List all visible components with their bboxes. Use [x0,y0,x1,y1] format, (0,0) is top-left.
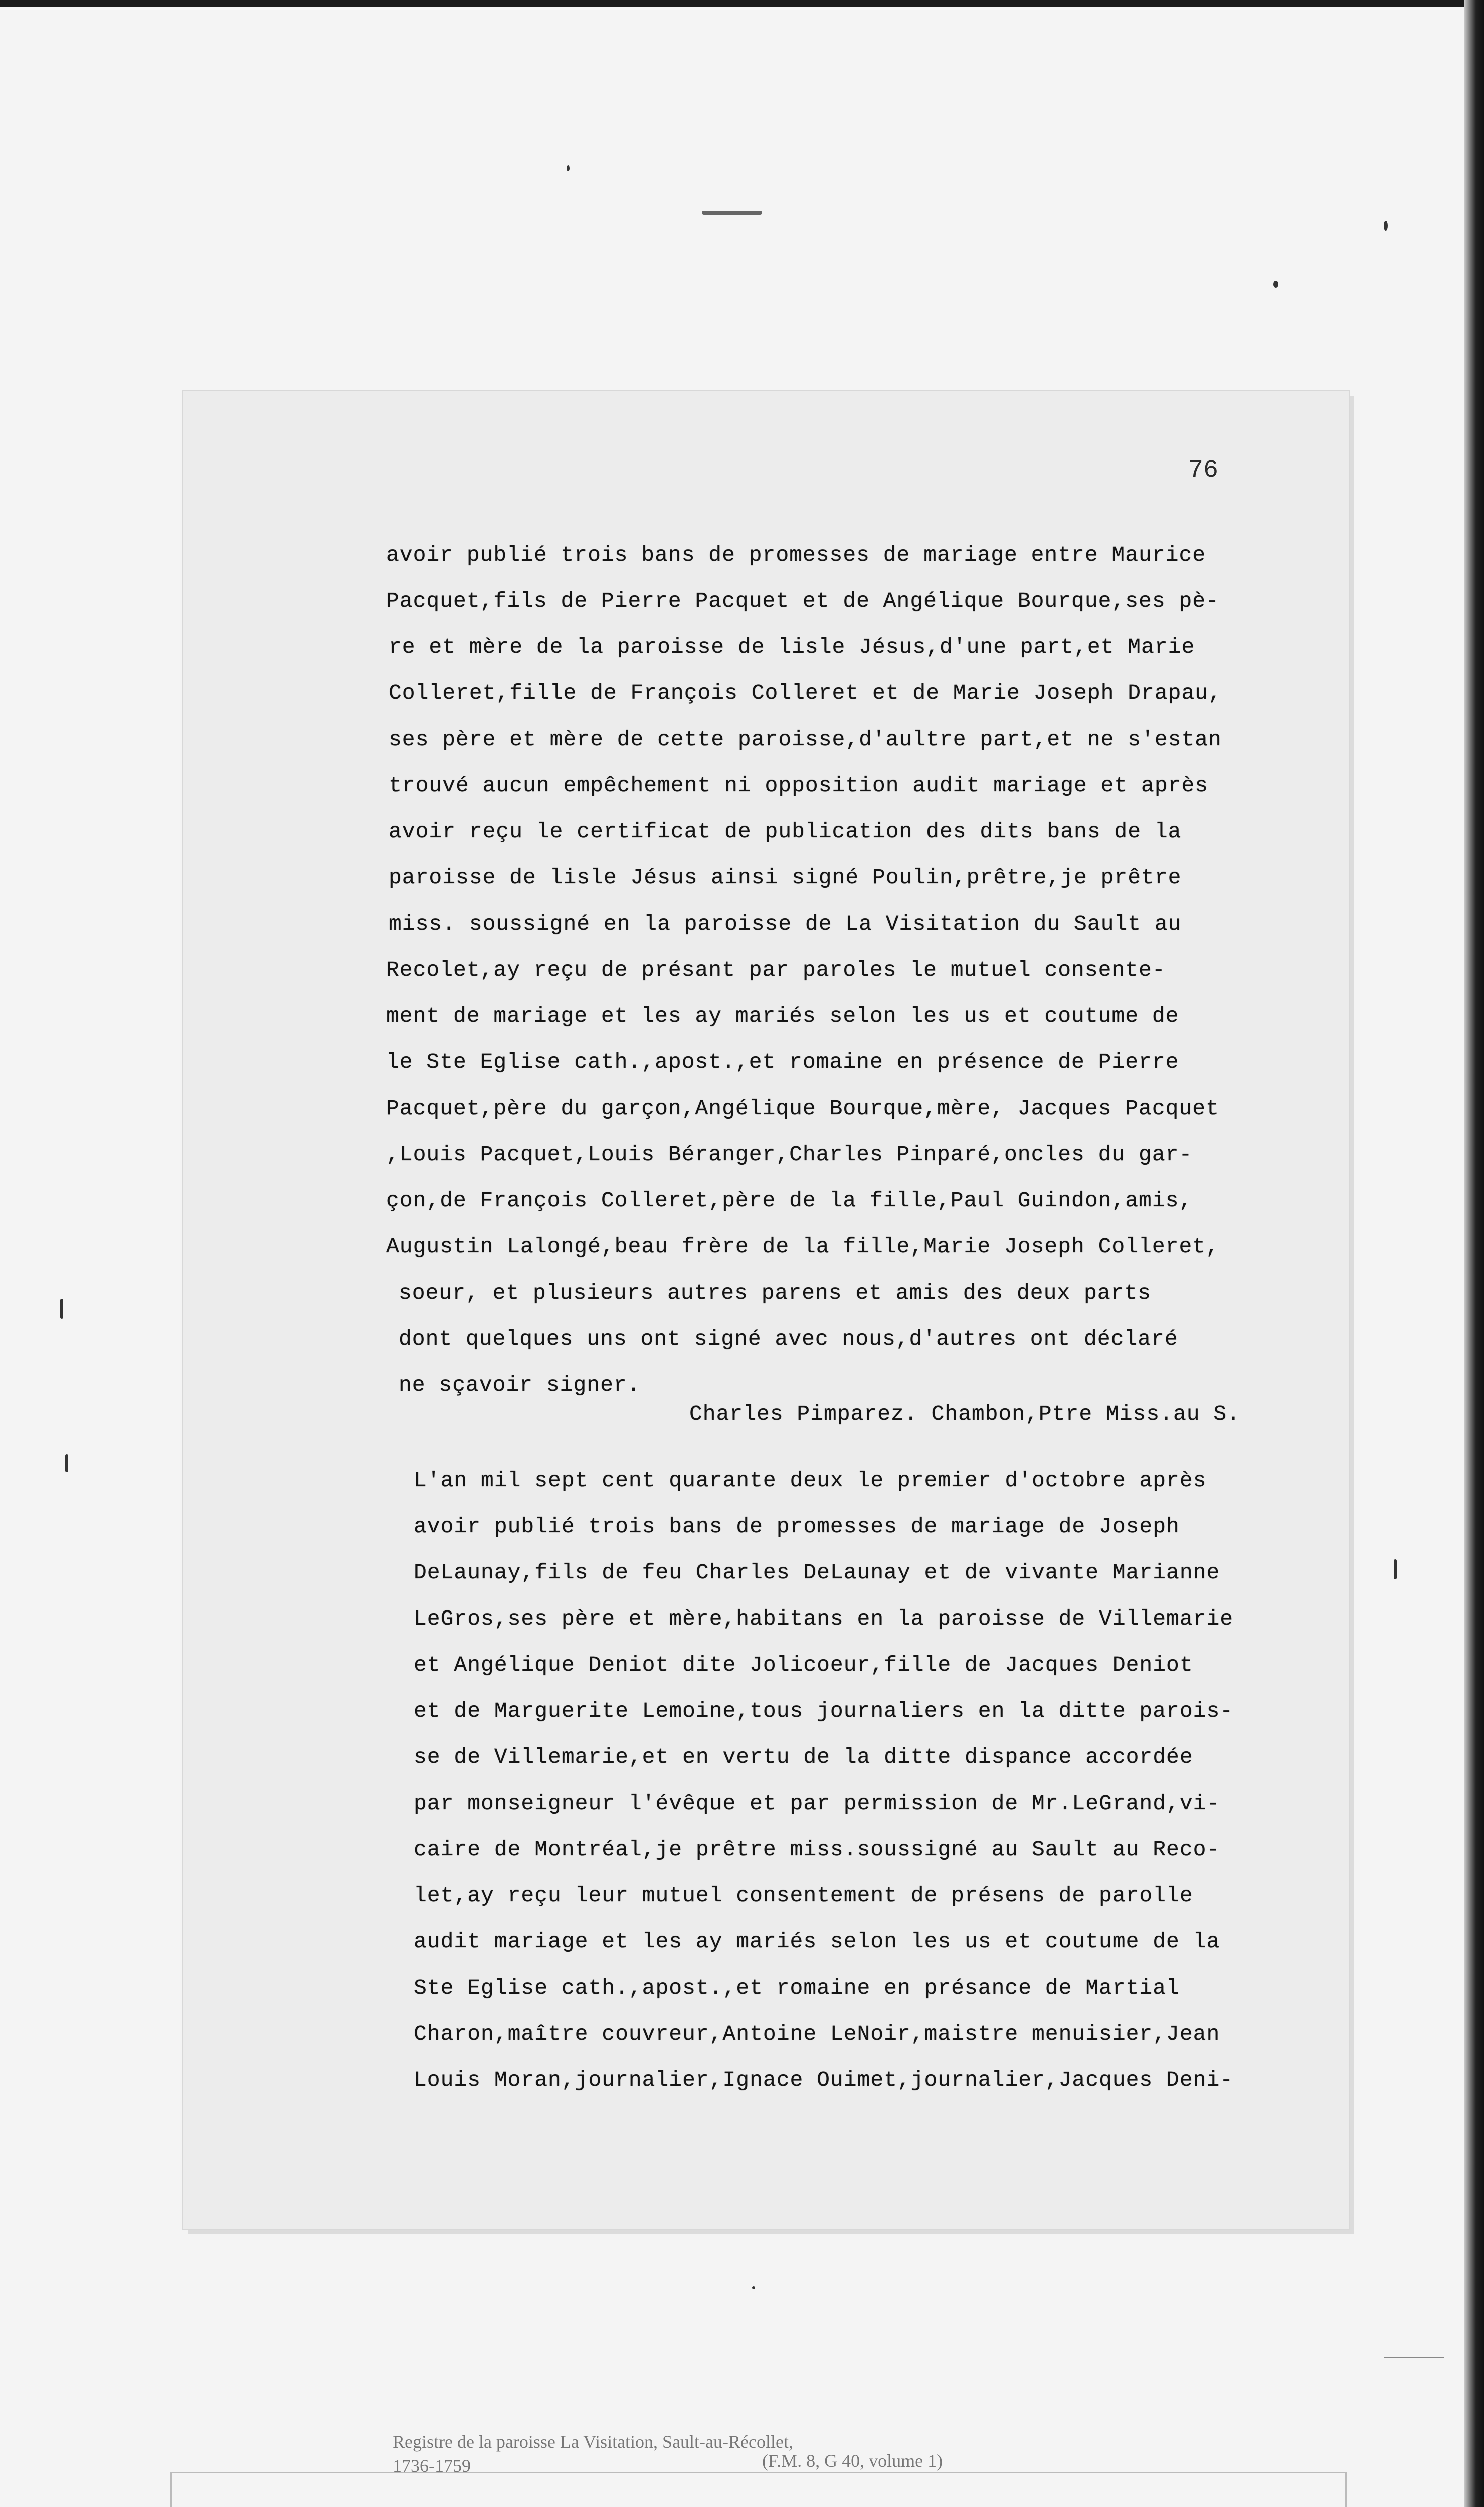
typed-line: dont quelques uns ont signé avec nous,d'autres ont déclaré [399,1327,1178,1351]
typed-line: Ste Eglise cath.,apost.,et romaine en présance de Martial [414,1976,1180,2000]
typed-line: Colleret,fille de François Colleret et de Marie Joseph Drapau, [389,681,1222,705]
dust-speck [1394,1559,1397,1579]
typed-line: le Ste Eglise cath.,apost.,et romaine en présence de Pierre [386,1050,1179,1075]
typed-line: DeLaunay,fils de feu Charles DeLaunay et de vivante Marianne [414,1560,1220,1585]
typed-line: Pacquet,fils de Pierre Pacquet et de Angélique Bourque,ses pè- [386,589,1219,613]
typed-line: Recolet,ay reçu de présant par paroles le mutuel consente- [386,958,1166,982]
typed-line: et de Marguerite Lemoine,tous journaliers en la ditte parois- [414,1699,1234,1723]
typed-line: L'an mil sept cent quarante deux le premier d'octobre après [414,1468,1207,1493]
typed-line: Pacquet,père du garçon,Angélique Bourque,mère, Jacques Pacquet [386,1096,1219,1121]
typed-line: LeGros,ses père et mère,habitans en la paroisse de Villemarie [414,1606,1234,1631]
typed-line: avoir publié trois bans de promesses de mariage entre Maurice [386,543,1206,567]
typed-line: trouvé aucun empêchement ni opposition audit mariage et après [389,773,1209,798]
typed-line: re et mère de la paroisse de lisle Jésus,d'une part,et Marie [389,635,1195,659]
typed-line: ment de mariage et les ay mariés selon les us et coutume de [386,1004,1179,1028]
typed-line: avoir reçu le certificat de publication des dits bans de la [389,819,1182,844]
typed-line: Charles Pimparez. Chambon,Ptre Miss.au S. [689,1402,1240,1426]
typed-line: ses père et mère de cette paroisse,d'aultre part,et ne s'estan [389,727,1222,752]
typed-line: ne sçavoir signer. [399,1373,641,1397]
typed-line: Charon,maître couvreur,Antoine LeNoir,maistre menuisier,Jean [414,2022,1220,2046]
dust-speck [1384,2357,1444,2358]
caption-line-1: Registre de la paroisse La Visitation, Sault-au-Récollet, [393,2432,793,2452]
typed-line: ,Louis Pacquet,Louis Béranger,Charles Pinparé,oncles du gar- [386,1142,1193,1167]
typed-line: paroisse de lisle Jésus ainsi signé Poulin,prêtre,je prêtre [389,865,1182,890]
dust-speck [702,211,762,215]
typed-line: let,ay reçu leur mutuel consentement de présens de parolle [414,1883,1193,1908]
caption-line-2-years: 1736-1759 [393,2456,471,2476]
dust-speck [65,1454,68,1472]
typed-line: avoir publié trois bans de promesses de mariage de Joseph [414,1514,1180,1539]
typed-line: Louis Moran,journalier,Ignace Ouimet,journalier,Jacques Deni- [414,2068,1234,2092]
typed-line: caire de Montréal,je prêtre miss.soussigné au Sault au Reco- [414,1837,1220,1862]
film-edge-right [1464,0,1484,2507]
dust-speck [60,1299,63,1319]
dust-speck [1384,221,1388,231]
dust-speck [752,2286,755,2289]
typed-line: par monseigneur l'évêque et par permission de Mr.LeGrand,vi- [414,1791,1220,1816]
typed-line: et Angélique Deniot dite Jolicoeur,fille de Jacques Deniot [414,1653,1193,1677]
typed-line: se de Villemarie,et en vertu de la ditte dispance accordée [414,1745,1193,1769]
archives-stamp [170,2472,1347,2507]
page-number: 76 [1188,456,1219,485]
typed-line: miss. soussigné en la paroisse de La Visitation du Sault au [389,912,1182,936]
typed-line: Augustin Lalongé,beau frère de la fille,Marie Joseph Colleret, [386,1234,1219,1259]
typed-line: çon,de François Colleret,père de la fille,Paul Guindon,amis, [386,1188,1193,1213]
caption-line-2-reference: (F.M. 8, G 40, volume 1) [762,2451,943,2471]
film-edge-top [0,0,1484,7]
typed-register-page [183,391,1349,2229]
typed-line: audit mariage et les ay mariés selon les us et coutume de la [414,1929,1220,1954]
typed-line: soeur, et plusieurs autres parens et amis des deux parts [399,1281,1152,1305]
dust-speck [1273,281,1278,288]
dust-speck [567,165,570,171]
